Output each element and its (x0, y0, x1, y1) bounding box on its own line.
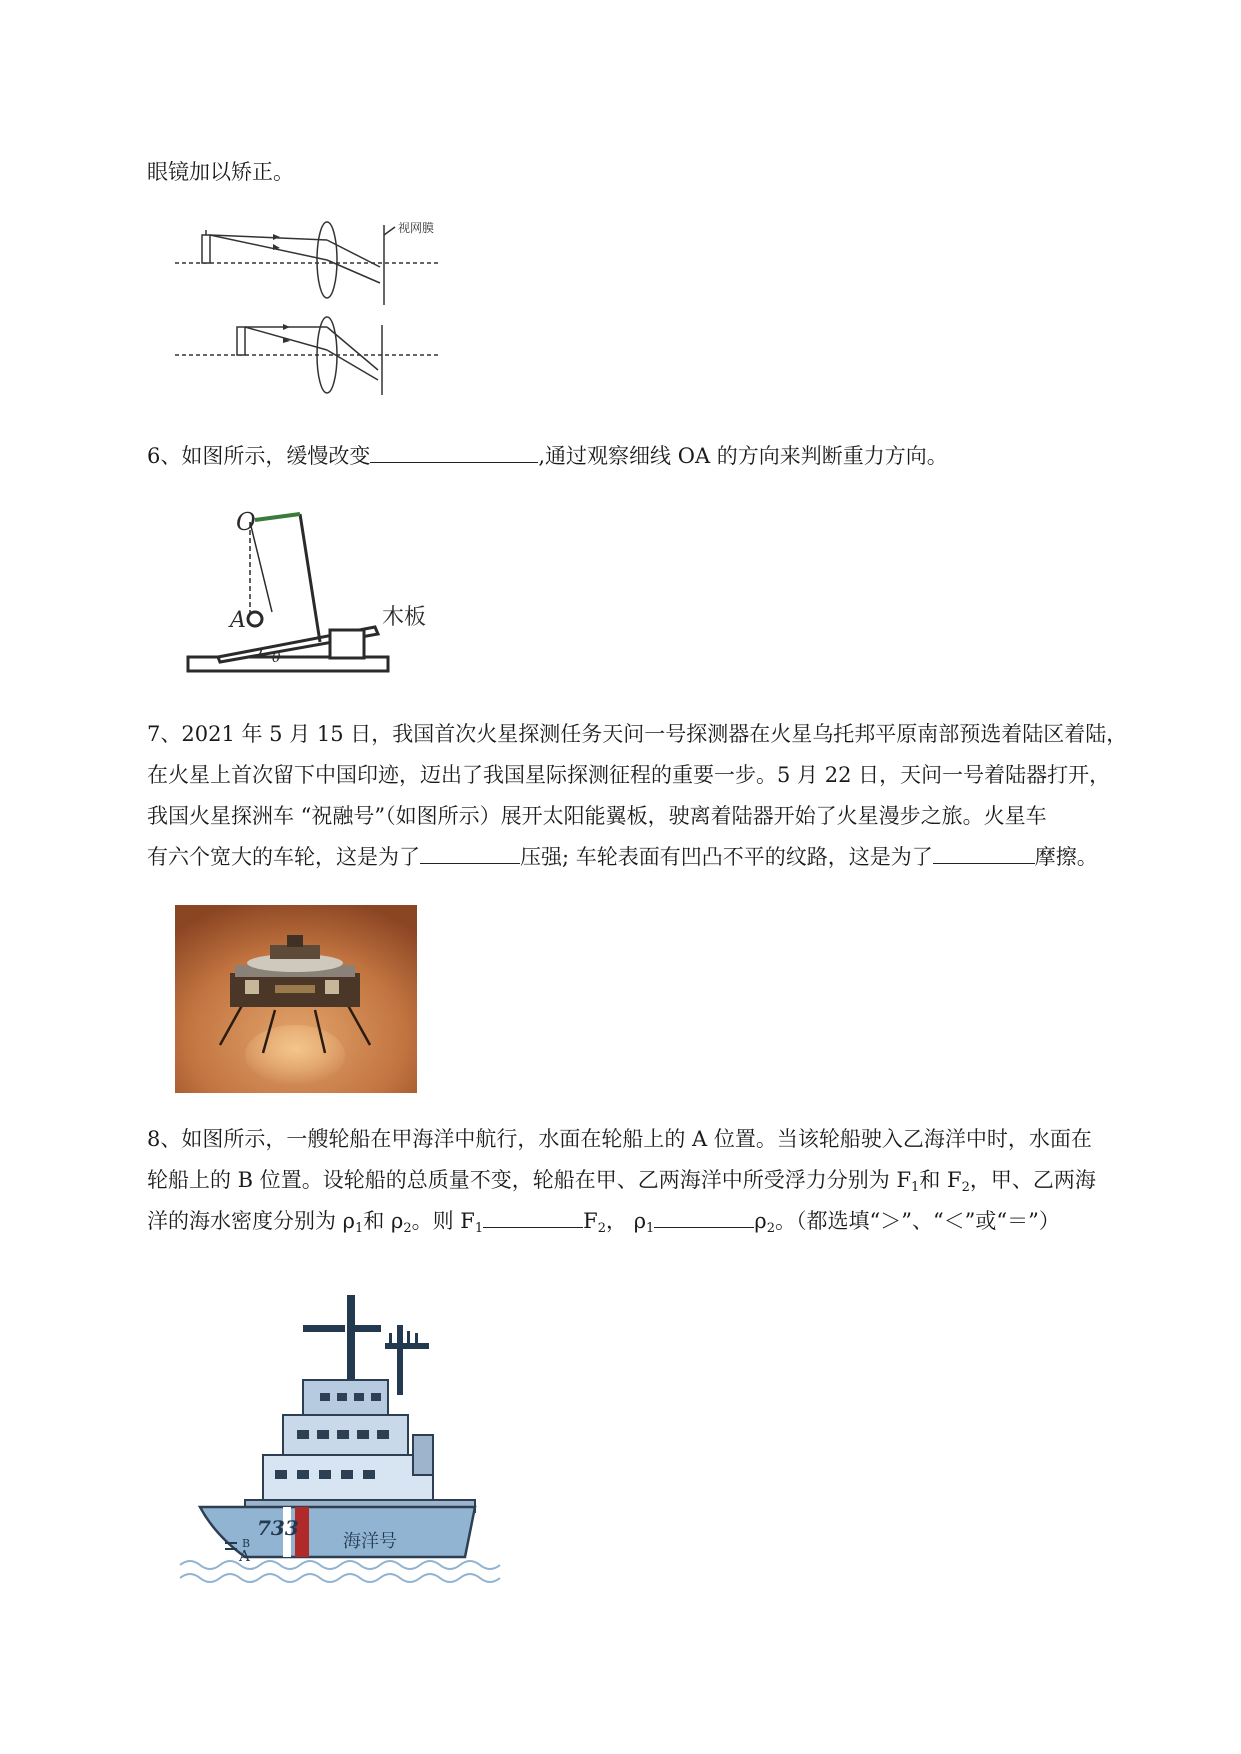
f2-subscript: 2 (961, 1180, 970, 1195)
q8-line-1: 8、如图所示，一艘轮船在甲海洋中航行，水面在轮船上的 A 位置。当该轮船驶入乙海洋中时，水面在 (147, 1127, 1092, 1151)
f2-subscript-2: 2 (597, 1221, 607, 1236)
q6-number: 6、 (147, 444, 182, 468)
rho2-subscript-2: 2 (766, 1221, 775, 1236)
q6-text-after: ,通过观察细线 OA 的方向来判断重力方向。 (538, 444, 948, 468)
q8-line-2b: 和 F (919, 1168, 962, 1192)
q6-text-before: 如图所示，缓慢改变 (181, 444, 371, 468)
f1-subscript-2: 1 (474, 1221, 484, 1236)
q6-text (147, 442, 948, 470)
q5-text-tail: 眼镜加以矫正。 (147, 160, 294, 184)
retina-label: 视网膜 (398, 221, 435, 235)
q8-line-3a: 洋的海水密度分别为 ρ (147, 1209, 356, 1233)
q8-line-3f: ρ (754, 1209, 767, 1233)
q7-line-4c: 摩擦。 (1034, 845, 1098, 869)
q8-line-2a: 轮船上的 B 位置。设轮船的总质量不变，轮船在甲、乙两海洋中所受浮力分别为 F (147, 1168, 912, 1192)
q8-answer-blank-2[interactable] (654, 1207, 754, 1228)
eye-lens-diagram (170, 215, 450, 410)
label-board: 木板 (382, 605, 427, 630)
q7-answer-blank-2[interactable] (933, 843, 1035, 864)
plumb-board-diagram (180, 502, 440, 682)
ship-illustration (175, 1285, 525, 1590)
q8-line-2 (147, 1166, 1096, 1202)
f1-subscript: 1 (911, 1180, 920, 1195)
label-a: A (230, 608, 246, 633)
q8-line-3d: F (583, 1209, 598, 1233)
q7-line-3: 我国火星探洲车 “祝融号”（如图所示）展开太阳能翼板，驶离着陆器开始了火星漫步之旅。火星车 (147, 804, 1047, 828)
q7-answer-blank-1[interactable] (420, 843, 520, 864)
q8-line-3c: 。则 F (411, 1209, 475, 1233)
q7-line-2: 在火星上首次留下中国印迹，迈出了我国星际探测征程的重要一步。5 月 22 日，天问一号着陆器打开， (147, 763, 1111, 787)
mark-a: A (239, 1547, 250, 1565)
q8-line-3 (147, 1207, 1060, 1243)
hull-number: 733 (257, 1516, 299, 1540)
label-angle: θ (272, 650, 281, 666)
q7-line-4 (147, 843, 1098, 871)
q6-answer-blank[interactable] (370, 442, 538, 463)
q7-line-1: 7、2021 年 5 月 15 日，我国首次火星探测任务天问一号探测器在火星乌托邦平原南部预选着陆区着陆， (147, 722, 1128, 746)
q8-line-3e: ， ρ (606, 1209, 647, 1233)
mark-b: B (242, 1537, 251, 1550)
q8-line-2c: ，甲、乙两海 (969, 1168, 1096, 1192)
rho2-subscript: 2 (403, 1221, 412, 1236)
q7-line-4a: 有六个宽大的车轮，这是为了 (147, 845, 420, 869)
mars-lander-photo (175, 905, 417, 1093)
q7-line-4b: 压强; 车轮表面有凹凸不平的纹路，这是为了 (520, 845, 933, 869)
q8-line-3b: 和 ρ (363, 1209, 404, 1233)
ship-name: 海洋号 (343, 1531, 397, 1552)
q8-answer-blank-1[interactable] (483, 1207, 583, 1228)
rho1-subscript: 1 (355, 1221, 364, 1236)
q8-line-3g: 。（都选填“＞”、“＜”或“＝”） (774, 1209, 1060, 1233)
rho1-subscript-2: 1 (646, 1221, 655, 1236)
label-o: O (236, 508, 256, 536)
